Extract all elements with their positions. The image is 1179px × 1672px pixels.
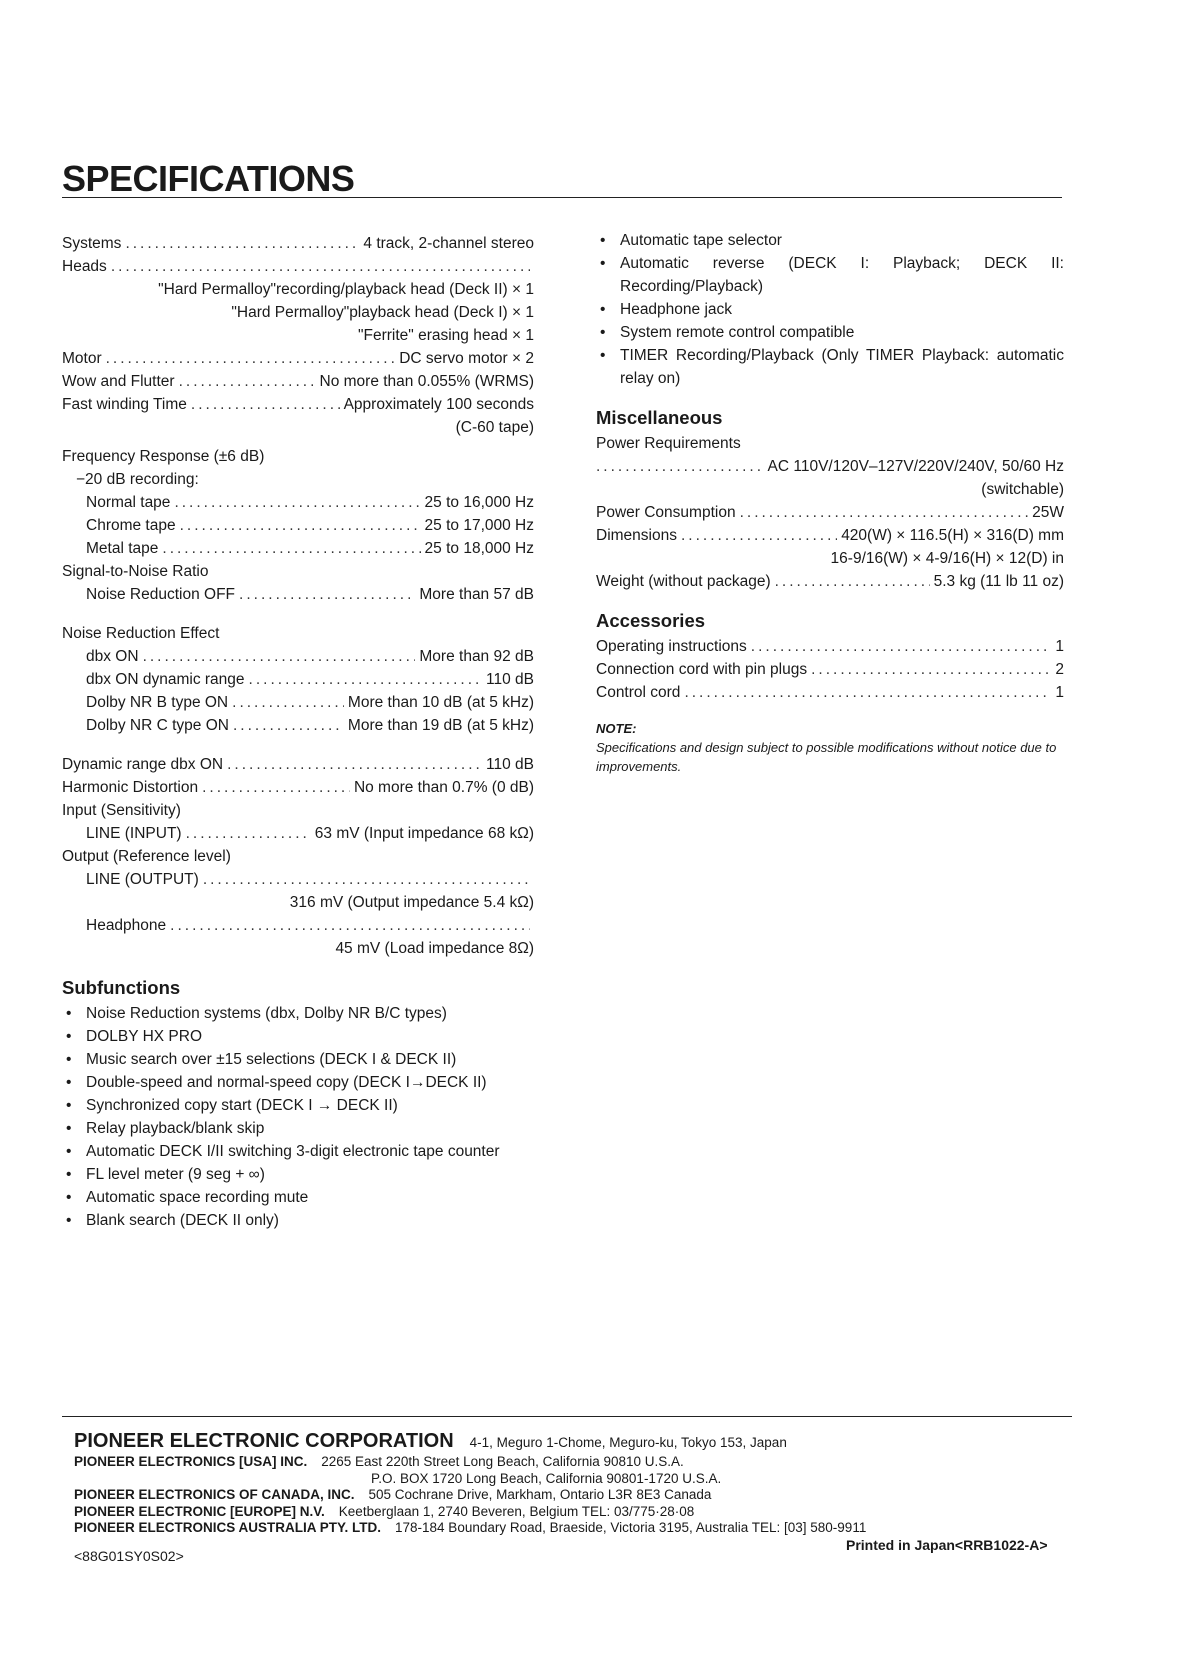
spec-metal-tape: Metal tape ..... 25 to 18,000 Hz (62, 537, 534, 560)
note-heading: NOTE: (596, 721, 637, 736)
spec-dbx-on: dbx ON ..... More than 92 dB (62, 645, 534, 668)
footer-addresses (74, 1428, 1074, 1537)
spec-frequency-sub: −20 dB recording: (76, 471, 199, 488)
accessories-heading: Accessories (596, 610, 706, 631)
list-item: • Relay playback/blank skip (62, 1117, 534, 1140)
heads-item: "Ferrite" erasing head × 1 (357, 327, 534, 344)
spec-power-consumption: Power Consumption ..... 25W (596, 501, 1064, 524)
spec-power-switchable: (switchable) (981, 481, 1064, 498)
spec-fast-winding: Fast winding Time ..... Approximately 100 seconds (62, 393, 534, 416)
spec-line-input: LINE (INPUT) ..... 63 mV (Input impedance 68 kΩ) (62, 822, 534, 845)
miscellaneous-heading: Miscellaneous (596, 407, 723, 428)
spec-dolby-c: Dolby NR C type ON ..... More than 19 dB (at 5 kHz) (62, 714, 534, 737)
spec-headphone-value: 45 mV (Load impedance 8Ω) (335, 940, 534, 957)
spec-systems: Systems ..... 4 track, 2-channel stereo (62, 232, 534, 255)
subfunctions-list (62, 1002, 534, 1232)
heads-item: "Hard Permalloy"recording/playback head (Deck II) × 1 (158, 281, 534, 298)
list-item: • System remote control compatible (596, 321, 1064, 344)
printed-in: Printed in Japan<RRB1022-A> (846, 1537, 1048, 1553)
spec-output: Output (Reference level) (62, 848, 231, 865)
spec-chrome-tape: Chrome tape ..... 25 to 17,000 Hz (62, 514, 534, 537)
footer-corp: PIONEER ELECTRONIC CORPORATION 4-1, Meguro 1-Chome, Meguro-ku, Tokyo 153, Japan (74, 1430, 787, 1452)
list-item: • Automatic DECK I/II switching 3-digit electronic tape counter (62, 1140, 534, 1163)
spec-heads: Heads ..... (62, 255, 534, 278)
spec-dynamic-range: Dynamic range dbx ON ..... 110 dB (62, 753, 534, 776)
page-title: SPECIFICATIONS (62, 158, 355, 199)
footer-usa: PIONEER ELECTRONICS [USA] INC. 2265 East 220th Street Long Beach, California 90810 U.S.A. (74, 1454, 684, 1469)
spec-dolby-b: Dolby NR B type ON ..... More than 10 dB (at 5 kHz) (62, 691, 534, 714)
accessory-item: Control cord ..... 1 (596, 681, 1064, 704)
footer-canada: PIONEER ELECTRONICS OF CANADA, INC. 505 Cochrane Drive, Markham, Ontario L3R 8E3 Canada (74, 1487, 712, 1502)
list-item: • Music search over ±15 selections (DECK I & DECK II) (62, 1048, 534, 1071)
footer-usa-po: P.O. BOX 1720 Long Beach, California 90801-1720 U.S.A. (371, 1470, 722, 1486)
spec-snr: Signal-to-Noise Ratio (62, 563, 209, 580)
list-item: • Double-speed and normal-speed copy (DECK I→DECK II) (62, 1071, 534, 1094)
footer-rule (62, 1416, 1072, 1417)
spec-dimensions: Dimensions ..... 420(W) × 116.5(H) × 316(D) mm (596, 524, 1064, 547)
list-item: • Headphone jack (596, 298, 1064, 321)
accessory-item: Connection cord with pin plugs ..... 2 (596, 658, 1064, 681)
spec-fast-winding-note: (C-60 tape) (455, 419, 534, 436)
heads-item: "Hard Permalloy"playback head (Deck I) × 1 (231, 304, 534, 321)
spec-wow-flutter: Wow and Flutter ..... No more than 0.055% (WRMS) (62, 370, 534, 393)
subfunctions-heading: Subfunctions (62, 977, 181, 998)
spec-headphone: Headphone ..... (62, 914, 534, 937)
right-column (596, 229, 1064, 776)
spec-harmonic: Harmonic Distortion ..... No more than 0.7% (0 dB) (62, 776, 534, 799)
spec-dimensions-inches: 16-9/16(W) × 4-9/16(H) × 12(D) in (830, 550, 1064, 567)
list-item: • FL level meter (9 seg + ∞) (62, 1163, 534, 1186)
list-item: • DOLBY HX PRO (62, 1025, 534, 1048)
spec-nr-effect: Noise Reduction Effect (62, 625, 220, 642)
spec-frequency-response: Frequency Response (±6 dB) (62, 448, 265, 465)
spec-line-output-value: 316 mV (Output impedance 5.4 kΩ) (289, 894, 534, 911)
document-code: <88G01SY0S02> (74, 1548, 184, 1564)
spec-power-requirements-value: ..... AC 110V/120V–127V/220V/240V, 50/60 Hz (596, 455, 1064, 478)
left-column (62, 232, 534, 1232)
spec-input: Input (Sensitivity) (62, 802, 181, 819)
spec-line-output: LINE (OUTPUT) ..... (62, 868, 534, 891)
features-list (596, 229, 1064, 390)
list-item: • Blank search (DECK II only) (62, 1209, 534, 1232)
footer-australia: PIONEER ELECTRONICS AUSTRALIA PTY. LTD. 178-184 Boundary Road, Braeside, Victoria 3195, Australia TEL: [03] 580-9911 (74, 1520, 867, 1535)
title-rule (62, 197, 1062, 198)
spec-normal-tape: Normal tape ..... 25 to 16,000 Hz (62, 491, 534, 514)
accessory-item: Operating instructions ..... 1 (596, 635, 1064, 658)
list-item: • Automatic tape selector (596, 229, 1064, 252)
footer-europe: PIONEER ELECTRONIC [EUROPE] N.V. Keetberglaan 1, 2740 Beveren, Belgium TEL: 03/775·28·08 (74, 1503, 695, 1519)
list-item: • Noise Reduction systems (dbx, Dolby NR B/C types) (62, 1002, 534, 1025)
spec-nr-off: Noise Reduction OFF ..... More than 57 dB (62, 583, 534, 606)
spec-power-requirements: Power Requirements (596, 435, 741, 452)
list-item: • Synchronized copy start (DECK I → DECK II) (62, 1094, 534, 1117)
spec-motor: Motor ..... DC servo motor × 2 (62, 347, 534, 370)
note-text: Specifications and design subject to possible modifications without notice due to improvements. (596, 740, 1057, 774)
list-item: • Automatic reverse (DECK I: Playback; DECK II: Recording/Playback) (596, 252, 1064, 298)
spec-dbx-dynamic: dbx ON dynamic range ..... 110 dB (62, 668, 534, 691)
spec-weight: Weight (without package) ..... 5.3 kg (11 lb 11 oz) (596, 570, 1064, 593)
list-item: • Automatic space recording mute (62, 1186, 534, 1209)
list-item: • TIMER Recording/Playback (Only TIMER Playback: automatic relay on) (596, 344, 1064, 390)
